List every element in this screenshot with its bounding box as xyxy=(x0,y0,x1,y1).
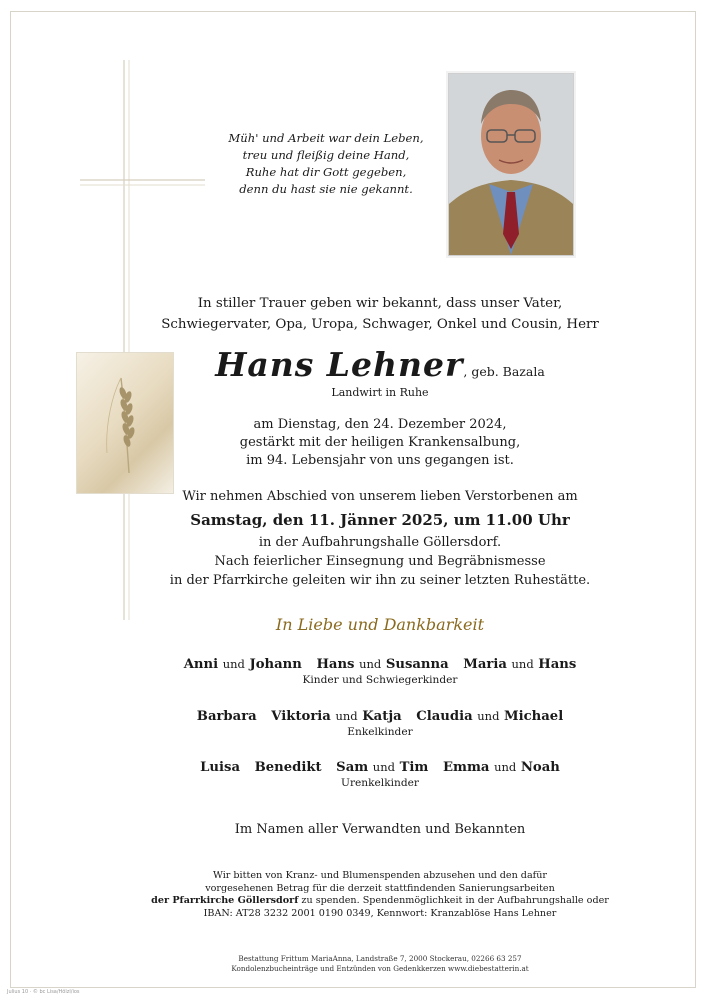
greatgrandchildren-group xyxy=(120,760,640,789)
death-line: am Dienstag, den 24. Dezember 2024, xyxy=(253,417,507,432)
intro-text xyxy=(120,293,640,335)
intro-line: Schwiegervater, Opa, Uropa, Schwager, Onkel und Cousin, Herr xyxy=(161,317,599,332)
grandchildren-group xyxy=(120,709,640,738)
undertaker-footer: Bestattung Frittum MariaAnna, Landstraße 7, 2000 Stockerau, 02266 63 257 Kondolenzbucheinträge und Entzünden von Gedenkkerzen www.diebestatterin.at xyxy=(231,954,529,973)
death-line: gestärkt mit der heiligen Krankensalbung, xyxy=(239,435,521,450)
grandchildren-names: Barbara Viktoria und Katja Claudia und Michael xyxy=(196,709,564,724)
greatgrandchildren-label: Urenkelkinder xyxy=(341,777,419,789)
funeral-line: in der Aufbahrungshalle Göllersdorf. xyxy=(258,535,502,550)
grandchildren-label: Enkelkinder xyxy=(347,726,413,738)
death-line: im 94. Lebensjahr von uns gegangen ist. xyxy=(246,453,514,468)
image-credit: Julius 10 · © bc Lisa/Hölzl/ios xyxy=(7,989,80,995)
relatives-line: Im Namen aller Verwandten und Bekannten xyxy=(234,822,526,837)
birth-name: , geb. Bazala xyxy=(463,364,545,379)
poem-line: Müh' und Arbeit war dein Leben, xyxy=(228,131,424,145)
portrait-photo xyxy=(448,73,574,256)
poem-line: denn du hast sie nie gekannt. xyxy=(239,182,413,196)
children-group xyxy=(120,657,640,686)
funeral-line: Nach feierlicher Einsegnung und Begräbnismesse xyxy=(214,554,546,569)
poem xyxy=(216,130,436,198)
deceased-name: Hans Lehner xyxy=(215,345,464,384)
intro-line: In stiller Trauer geben wir bekannt, dass unser Vater, xyxy=(197,296,563,311)
children-names: Anni und Johann Hans und Susanna Maria und Hans xyxy=(183,657,577,672)
poem-line: Ruhe hat dir Gott gegeben, xyxy=(245,165,407,179)
profession: Landwirt in Ruhe xyxy=(331,386,429,399)
death-info xyxy=(120,416,640,470)
greatgrandchildren-names: Luisa Benedikt Sam und Tim Emma und Noah xyxy=(200,760,560,775)
children-label: Kinder und Schwiegerkinder xyxy=(302,674,458,686)
funeral-date: Samstag, den 11. Jänner 2025, um 11.00 Uhr xyxy=(190,511,570,529)
funeral-details xyxy=(120,533,640,590)
farewell-intro: Wir nehmen Abschied von unserem lieben Verstorbenen am xyxy=(182,489,578,504)
funeral-line: in der Pfarrkirche geleiten wir ihn zu seiner letzten Ruhestätte. xyxy=(169,573,591,588)
donation-notice: Wir bitten von Kranz- und Blumenspenden abzusehen und den dafür vorgesehenen Betrag für die derzeit stattfindenden Sanierungsarbeiten der Pfarrkirche Göllersdorf zu spenden. Spendenmöglichkeit in der Aufbahrungshalle oder IBAN: AT28 3232 2001 0190 0349, Kennwort: Kranzablöse Hans Lehner xyxy=(151,870,609,919)
love-line: In Liebe und Dankbarkeit xyxy=(275,615,485,634)
deceased-name-line xyxy=(120,345,640,384)
poem-line: treu und fleißig deine Hand, xyxy=(242,148,410,162)
